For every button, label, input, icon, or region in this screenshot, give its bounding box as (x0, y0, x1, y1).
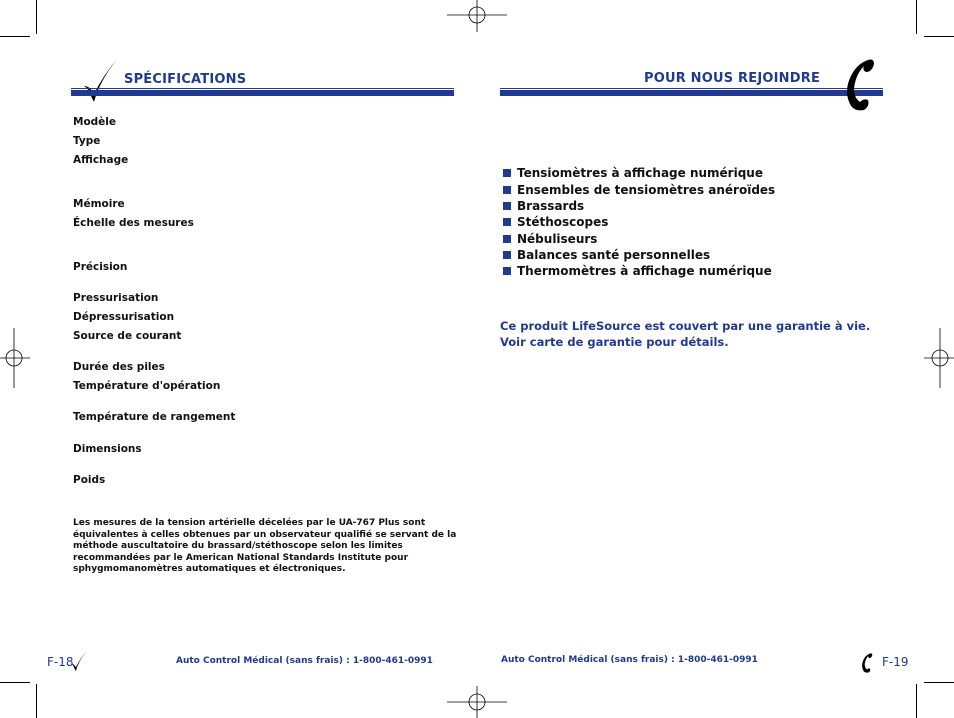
spec-label: Source de courant (73, 330, 182, 342)
list-item (503, 215, 608, 229)
warranty-text: Ce produit LifeSource est couvert par une garantie à vie. Voir carte de garantie pour détails. (500, 319, 871, 349)
bullet-square-icon (503, 267, 511, 275)
title-rule (71, 90, 454, 96)
product-label: Nébuliseurs (517, 232, 598, 246)
product-label: Tensiomètres à affichage numérique (517, 166, 763, 180)
telephone-handset-icon (860, 652, 874, 674)
telephone-handset-icon (842, 56, 878, 114)
spec-label: Modèle (73, 116, 117, 128)
list-item (503, 166, 763, 180)
list-item (503, 264, 772, 278)
crop-mark (0, 36, 30, 37)
accuracy-note: Les mesures de la tension artérielle décelées par le UA-767 Plus sont équivalentes à celles obtenues par un observateur qualifié se servant de la méthode auscultatoire du brassard/stéthoscope selon les limites recommandées par le American National Standards Institute pour sphygmomanomètres automatiques et électroniques. (73, 518, 457, 574)
spec-label: Affichage (73, 154, 129, 166)
page-title-contact: POUR NOUS REJOINDRE (644, 71, 821, 86)
registration-mark-icon (924, 328, 954, 388)
crop-mark (916, 684, 917, 718)
page-number-right: F-19 (882, 655, 909, 669)
list-item (503, 232, 597, 246)
spec-label: Échelle des mesures (73, 217, 194, 229)
list-item (503, 199, 584, 213)
bullet-square-icon (503, 251, 511, 259)
page-number-left: F-18 (47, 655, 74, 669)
checkmark-icon (70, 650, 88, 672)
list-item (503, 248, 710, 262)
product-label: Stéthoscopes (517, 215, 609, 229)
bullet-square-icon (503, 218, 511, 226)
registration-mark-icon (0, 328, 30, 388)
checkmark-icon (82, 56, 120, 104)
list-item (503, 183, 775, 197)
spec-label: Mémoire (73, 198, 125, 210)
product-label: Thermomètres à affichage numérique (517, 264, 772, 278)
spec-label: Température de rangement (73, 411, 236, 423)
footer-phone-right: Auto Control Médical (sans frais) : 1-800-461-0991 (501, 655, 758, 665)
crop-mark (924, 36, 954, 37)
bullet-square-icon (503, 235, 511, 243)
spec-label: Poids (73, 474, 106, 486)
crop-mark (36, 684, 37, 718)
spec-label: Pressurisation (73, 292, 159, 304)
spec-label: Durée des piles (73, 361, 165, 373)
spec-label: Dimensions (73, 443, 142, 455)
spec-label: Dépressurisation (73, 311, 175, 323)
product-label: Brassards (517, 199, 585, 213)
crop-mark (36, 0, 37, 34)
bullet-square-icon (503, 186, 511, 194)
spec-label: Température d'opération (73, 380, 221, 392)
title-rule (500, 90, 883, 96)
crop-mark (916, 0, 917, 34)
bullet-square-icon (503, 169, 511, 177)
page-title-specifications: SPÉCIFICATIONS (124, 72, 247, 87)
product-label: Ensembles de tensiomètres anéroïdes (517, 183, 776, 197)
spec-label: Précision (73, 261, 128, 273)
product-label: Balances santé personnelles (517, 248, 711, 262)
registration-mark-icon (447, 686, 507, 718)
registration-mark-icon (447, 0, 507, 32)
crop-mark (924, 682, 954, 683)
bullet-square-icon (503, 202, 511, 210)
crop-mark (0, 682, 30, 683)
footer-phone-left: Auto Control Médical (sans frais) : 1-800-461-0991 (176, 656, 433, 666)
spec-label: Type (73, 135, 101, 147)
